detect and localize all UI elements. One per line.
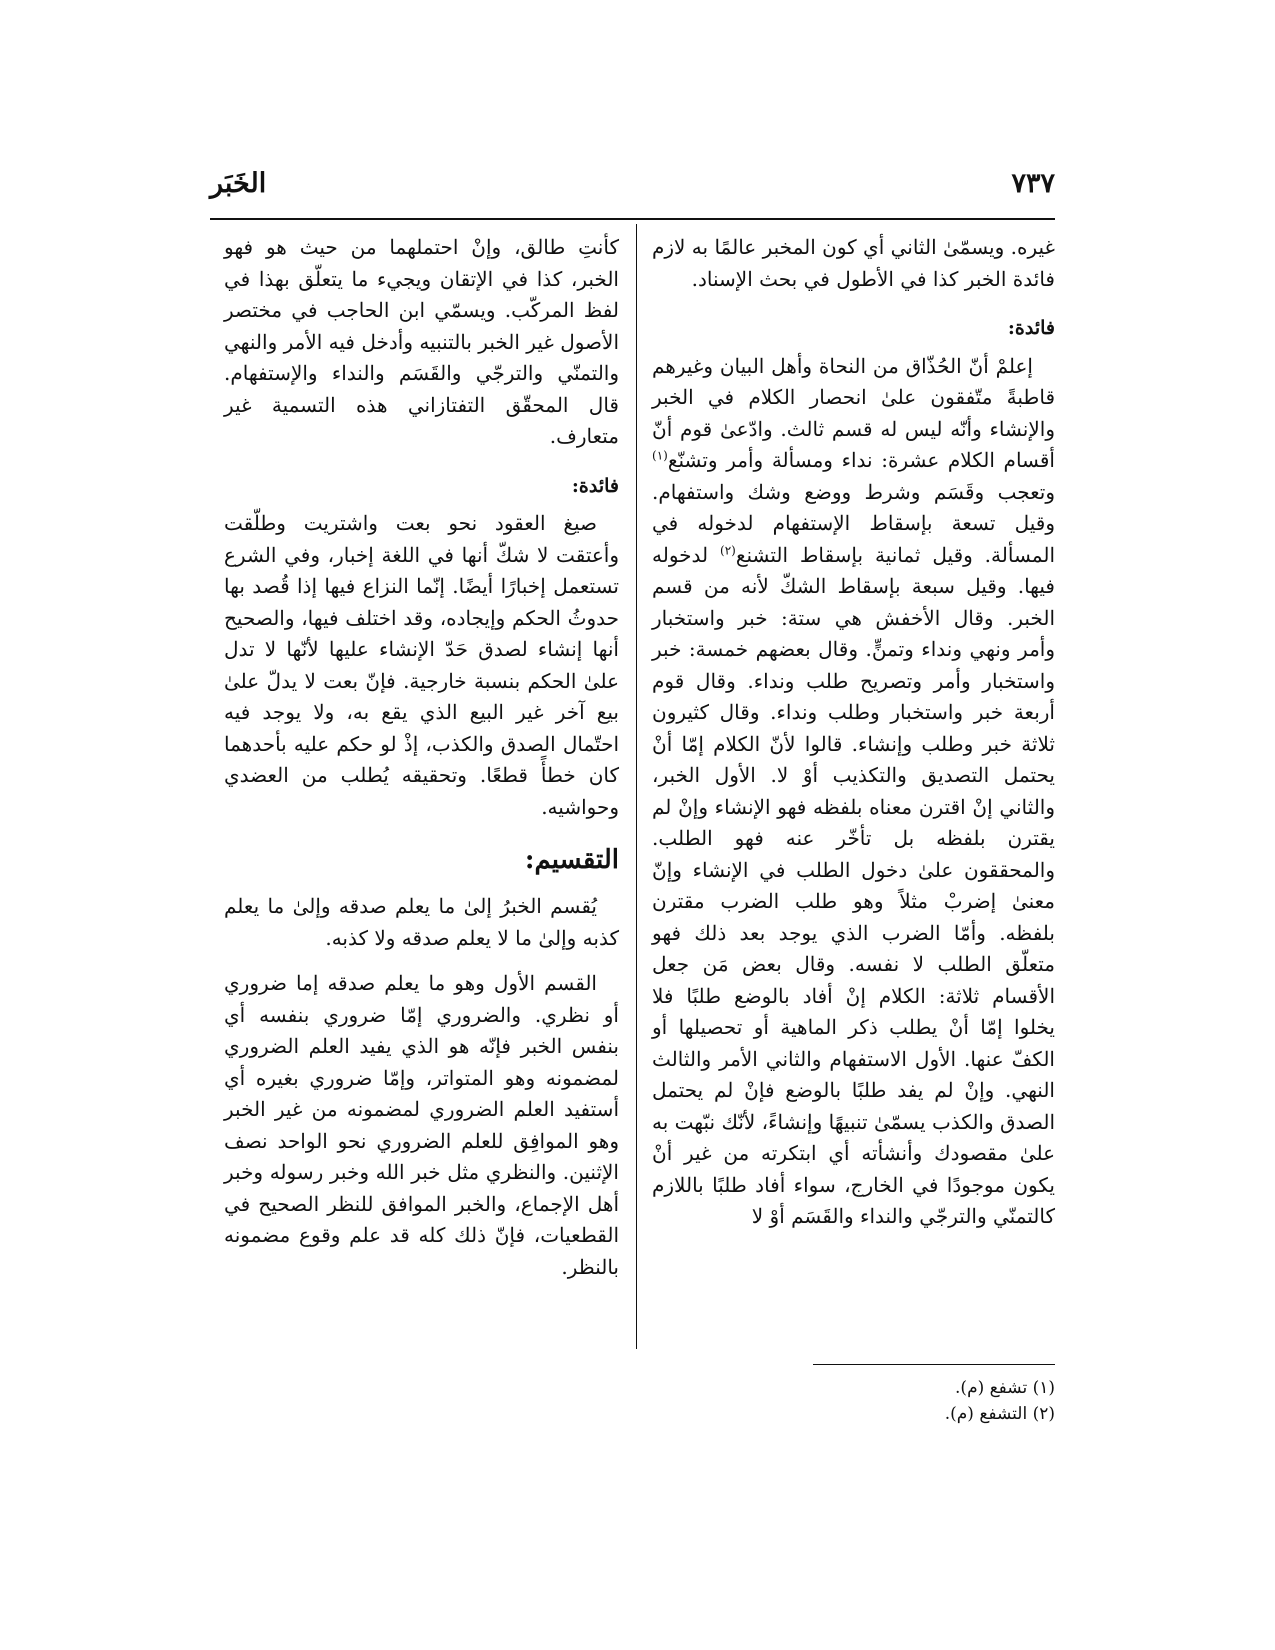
text-run: وتعجب وقَسَم وشرط ووضع وشك واستفهام. وقيل تسعة بإسقاط الإستفهام لدخوله في المسألة. وقيل ثمانية بإسقاط التشنع bbox=[652, 479, 1055, 567]
footnote: (٢) التشفع (م). bbox=[944, 1404, 1055, 1424]
paragraph bbox=[652, 351, 1055, 1233]
running-header bbox=[210, 168, 1055, 214]
left-column bbox=[224, 232, 619, 1283]
section-heading: فائدة: bbox=[571, 474, 619, 497]
header-rule bbox=[210, 218, 1055, 220]
right-column bbox=[652, 232, 1055, 1233]
paragraph: القسم الأول وهو ما يعلم صدقه إما ضروري أو نظري. والضروري إمّا ضروري بنفسه أي بنفس الخبر فإنّه هو الذي يفيد العلم الضروري لمضمونه وهو المتواتر، وإمّا ضروري بغيره أي أستفيد العلم الضروري لمضمونه من غير الخبر وهو الموافِق للعلم الضروري نحو الواحد نصف الإثنين. والنظري مثل خبر الله وخبر رسوله وخبر أهل الإجماع، والخبر الموافق للنظر الصحيح في القطعيات، فإنّ ذلك كله قد علم وقوع مضمونه بالنظر. bbox=[224, 971, 619, 1279]
paragraph: صيغ العقود نحو بعت واشتريت وطلّقت وأعتقت لا شكّ أنها في اللغة إخبار، وفي الشرع تستعمل إخبارًا أيضًا. إنّما النزاع فيها إذا قُصد بها حدوثُ الحكم وإيجاده، وقد اختلف فيها، والصحيح أنها إنشاء لصدق حَدّ الإنشاء عليها لأنّها لا تدل علىٰ الحكم بنسبة خارجية. فإنّ بعت لا يدلّ علىٰ بيع آخر غير البيع الذي يقع به، ولا يوجد فيه احتّمال الصدق والكذب، إذْ لو حكم عليه بأحدهما كان خطأً قطعًا. وتحقيقه يُطلب من العضدي وحواشيه. bbox=[224, 511, 619, 819]
running-title: الخَبَر bbox=[210, 168, 267, 199]
page-number: ٧٣٧ bbox=[1011, 168, 1055, 199]
text-run: لدخوله فيها. وقيل سبعة بإسقاط الشكّ لأنه من قسم الخبر. وقال الأخفش هي ستة: خبر واستخبار وأمر ونهي ونداء وتمنٍّ. وقال بعضهم خمسة: خبر واستخبار وأمر وتصريح طلب ونداء. وقال قوم أربعة خبر واستخبار وطلب ونداء. وقال كثيرون ثلاثة خبر وطلب وإنشاء. قالوا لأنّ الكلام إمّا أنْ يحتمل التصديق والتكذيب أوْ لا. الأول الخبر، والثاني إنْ اقترن معناه بلفظه فهو الإنشاء وإنْ لم يقترن بلفظه بل تأخّر عنه فهو الطلب. والمحققون علىٰ دخول الطلب في الإنشاء وإنّ معنىٰ إضربْ مثلاً وهو طلب الضرب مقترن بلفظه. وأمّا الضرب الذي يوجد بعد ذلك فهو متعلّق الطلب لا نفسه. وقال بعض مَن جعل الأقسام ثلاثة: الكلام إنْ أفاد بالوضع طلبًا فلا يخلوا إمّا أنْ يطلب ذكر الماهية أو تحصيلها أو الكفّ عنها. الأول الاستفهام والثاني الأمر والثالث النهي. وإنْ لم يفد طلبًا بالوضع فإنْ لم يحتمل الصدق والكذب يسمّىٰ تنبيهًا وإنشاءً، لأنّك نبّهت به علىٰ مقصودك وأنشأته أي ابتكرته من غير أنْ يكون موجودًا في الخارج، سواء أفاد طلبًا باللازم كالتمنّي والترجّي والنداء والقَسَم أوْ لا bbox=[652, 542, 1056, 1228]
footnote: (١) تشفع (م). bbox=[955, 1378, 1055, 1398]
footnote-marker: (٢) bbox=[720, 542, 736, 557]
spacer bbox=[224, 954, 619, 968]
paragraph: غيره. ويسمّىٰ الثاني أي كون المخبر عالمًا به لازم فائدة الخبر كذا في الأطول في بحث الإسناد. bbox=[652, 235, 1055, 291]
footnotes bbox=[813, 1375, 1055, 1427]
section-heading: فائدة: bbox=[1007, 317, 1055, 339]
text-run: إعلمْ أنّ الحُذّاق من النحاة وأهل البيان وغيرهم قاطبةً متّفقون علىٰ انحصار الكلام في الخبر والإنشاء وأنّه ليس له قسم ثالث. وادّعىٰ قوم أنّ أقسام الكلام عشرة: نداء ومسألة وأمر وتشنّع bbox=[652, 353, 1055, 472]
paragraph: يُقسم الخبرُ إلىٰ ما يعلم صدقه وإلىٰ ما يعلم كذبه وإلىٰ ما لا يعلم صدقه ولا كذبه. bbox=[224, 894, 619, 950]
footnote-rule bbox=[813, 1364, 1055, 1365]
paragraph: كأنتِ طالق، وإنْ احتملهما من حيث هو فهو الخبر، كذا في الإتقان ويجيء ما يتعلّق بهذا في لفظ المركّب. ويسمّي ابن الحاجب في مختصر الأصول غير الخبر بالتنبيه وأدخل فيه الأمر والنهي والتمنّي والترجّي والقَسَم والنداء والإستفهام. قال المحقّق التفتازاني هذه التسمية غير متعارف. bbox=[224, 235, 619, 448]
section-heading-large: التقسيم: bbox=[524, 845, 619, 875]
footnote-marker: (١) bbox=[652, 448, 668, 463]
column-divider bbox=[636, 224, 637, 1349]
